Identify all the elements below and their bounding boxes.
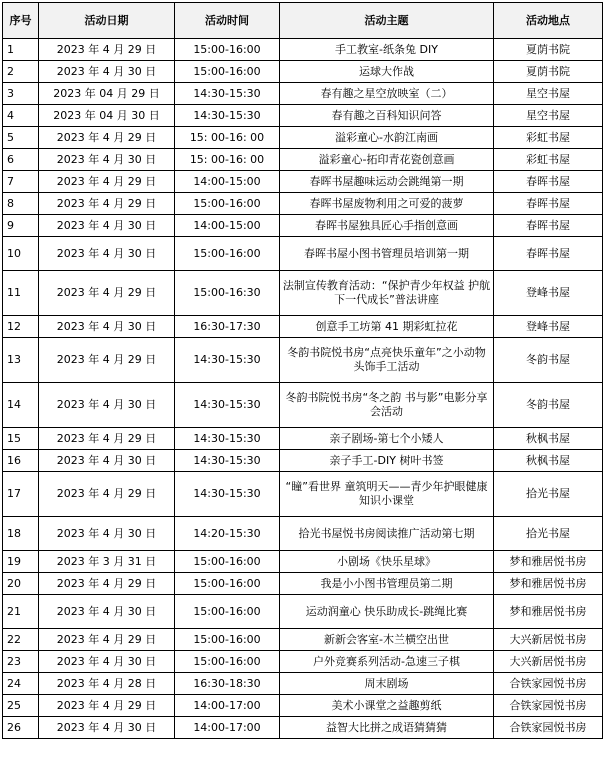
cell-location: 登峰书屋 [494,316,603,338]
cell-location: 合铁家园悦书房 [494,673,603,695]
cell-date: 2023 年 4 月 30 日 [39,651,175,673]
table-row [3,651,603,673]
cell-no: 24 [3,673,39,695]
cell-location: 秋枫书屋 [494,450,603,472]
cell-no: 2 [3,61,39,83]
cell-topic: 我是小小图书管理员第二期 [280,573,494,595]
cell-no: 15 [3,428,39,450]
cell-topic: 春有趣之百科知识问答 [280,105,494,127]
cell-location: 夏荫书院 [494,39,603,61]
table-header-row [3,3,603,39]
table-row [3,383,603,428]
cell-topic: 运球大作战 [280,61,494,83]
cell-location: 梦和雅居悦书房 [494,551,603,573]
cell-location: 拾光书屋 [494,517,603,551]
cell-topic: 益智大比拼之成语猜猜猜 [280,717,494,739]
cell-date: 2023 年 4 月 30 日 [39,595,175,629]
cell-date: 2023 年 4 月 29 日 [39,171,175,193]
table-row [3,629,603,651]
cell-date: 2023 年 4 月 30 日 [39,450,175,472]
table-row [3,695,603,717]
cell-topic: 冬韵书院悦书房“冬之韵 书与影”电影分享会活动 [280,383,494,428]
cell-topic: 运动润童心 快乐助成长-跳绳比赛 [280,595,494,629]
cell-topic: 春晖书屋独具匠心手指创意画 [280,215,494,237]
cell-topic: 美术小课堂之益趣剪纸 [280,695,494,717]
cell-location: 春晖书屋 [494,215,603,237]
cell-date: 2023 年 4 月 29 日 [39,472,175,517]
cell-topic: 法制宣传教育活动：“保护青少年权益 护航下一代成长”普法讲座 [280,271,494,316]
cell-time: 15:00-16:00 [175,193,280,215]
cell-time: 14:30-15:30 [175,105,280,127]
cell-topic: 手工教室-纸条兔 DIY [280,39,494,61]
cell-location: 合铁家园悦书房 [494,717,603,739]
cell-date: 2023 年 4 月 30 日 [39,383,175,428]
cell-location: 春晖书屋 [494,193,603,215]
cell-topic: 小剧场《快乐星球》 [280,551,494,573]
cell-no: 9 [3,215,39,237]
table-row [3,673,603,695]
cell-location: 彩虹书屋 [494,149,603,171]
table-row [3,149,603,171]
cell-date: 2023 年 4 月 30 日 [39,717,175,739]
cell-no: 22 [3,629,39,651]
cell-no: 3 [3,83,39,105]
cell-no: 16 [3,450,39,472]
cell-location: 夏荫书院 [494,61,603,83]
cell-topic: 春晖书屋废物利用之可爱的菠萝 [280,193,494,215]
cell-location: 大兴新居悦书房 [494,629,603,651]
cell-time: 15:00-16:00 [175,551,280,573]
cell-time: 15:00-16:00 [175,629,280,651]
cell-date: 2023 年 4 月 29 日 [39,695,175,717]
cell-topic: 创意手工坊第 41 期彩虹拉花 [280,316,494,338]
header-date: 活动日期 [39,3,175,39]
cell-topic: 周末剧场 [280,673,494,695]
cell-time: 14:20-15:30 [175,517,280,551]
cell-time: 15:00-16:00 [175,595,280,629]
cell-location: 梦和雅居悦书房 [494,595,603,629]
table-row [3,271,603,316]
cell-date: 2023 年 04 月 30 日 [39,105,175,127]
cell-no: 5 [3,127,39,149]
cell-time: 15:00-16:00 [175,39,280,61]
cell-no: 18 [3,517,39,551]
cell-time: 14:00-15:00 [175,215,280,237]
cell-no: 4 [3,105,39,127]
cell-date: 2023 年 4 月 30 日 [39,149,175,171]
cell-no: 6 [3,149,39,171]
cell-date: 2023 年 4 月 30 日 [39,316,175,338]
cell-date: 2023 年 4 月 29 日 [39,127,175,149]
cell-date: 2023 年 3 月 31 日 [39,551,175,573]
cell-location: 冬韵书屋 [494,383,603,428]
cell-topic: 冬韵书院悦书房“点亮快乐童年”之小动物头饰手工活动 [280,338,494,383]
cell-topic: 春有趣之星空放映室（二） [280,83,494,105]
cell-date: 2023 年 4 月 30 日 [39,215,175,237]
table-row [3,450,603,472]
cell-no: 25 [3,695,39,717]
cell-date: 2023 年 4 月 30 日 [39,517,175,551]
cell-date: 2023 年 4 月 30 日 [39,237,175,271]
cell-location: 春晖书屋 [494,171,603,193]
cell-topic: 拾光书屋悦书房阅读推广活动第七期 [280,517,494,551]
table-row [3,127,603,149]
cell-no: 13 [3,338,39,383]
cell-no: 17 [3,472,39,517]
table-row [3,237,603,271]
cell-time: 15: 00-16: 00 [175,149,280,171]
cell-time: 16:30-18:30 [175,673,280,695]
cell-time: 15:00-16:00 [175,651,280,673]
table-row [3,61,603,83]
cell-date: 2023 年 4 月 29 日 [39,629,175,651]
cell-no: 10 [3,237,39,271]
cell-topic: “瞳”看世界 童筑明天——青少年护眼健康知识小课堂 [280,472,494,517]
cell-time: 15:00-16:30 [175,271,280,316]
table-row [3,472,603,517]
cell-location: 登峰书屋 [494,271,603,316]
cell-no: 23 [3,651,39,673]
cell-time: 15:00-16:00 [175,61,280,83]
header-topic: 活动主题 [280,3,494,39]
cell-location: 星空书屋 [494,105,603,127]
table-row [3,551,603,573]
cell-topic: 春晖书屋小图书管理员培训第一期 [280,237,494,271]
cell-location: 星空书屋 [494,83,603,105]
table-row [3,39,603,61]
cell-no: 19 [3,551,39,573]
cell-no: 7 [3,171,39,193]
cell-no: 12 [3,316,39,338]
cell-no: 20 [3,573,39,595]
table-row [3,428,603,450]
cell-no: 21 [3,595,39,629]
cell-location: 合铁家园悦书房 [494,695,603,717]
table-row [3,595,603,629]
cell-no: 26 [3,717,39,739]
table-row [3,171,603,193]
table-row [3,338,603,383]
activity-schedule-table [2,2,603,739]
cell-time: 14:30-15:30 [175,472,280,517]
table-row [3,105,603,127]
cell-location: 彩虹书屋 [494,127,603,149]
cell-date: 2023 年 4 月 29 日 [39,39,175,61]
header-time: 活动时间 [175,3,280,39]
cell-no: 11 [3,271,39,316]
cell-topic: 溢彩童心-水韵江南画 [280,127,494,149]
cell-time: 14:00-15:00 [175,171,280,193]
cell-topic: 新新会客室-木兰横空出世 [280,629,494,651]
table-row [3,717,603,739]
cell-location: 秋枫书屋 [494,428,603,450]
cell-topic: 户外竞赛系列活动-急速三子棋 [280,651,494,673]
cell-time: 14:00-17:00 [175,695,280,717]
table-body [3,39,603,739]
table-row [3,215,603,237]
cell-topic: 溢彩童心-拓印青花瓷创意画 [280,149,494,171]
header-location: 活动地点 [494,3,603,39]
cell-time: 16:30-17:30 [175,316,280,338]
cell-time: 14:30-15:30 [175,83,280,105]
cell-no: 14 [3,383,39,428]
header-no: 序号 [3,3,39,39]
cell-date: 2023 年 4 月 28 日 [39,673,175,695]
table-row [3,316,603,338]
table-row [3,573,603,595]
table-row [3,517,603,551]
cell-time: 14:30-15:30 [175,383,280,428]
cell-location: 拾光书屋 [494,472,603,517]
cell-time: 15:00-16:00 [175,573,280,595]
cell-topic: 亲子手工-DIY 树叶书签 [280,450,494,472]
cell-no: 1 [3,39,39,61]
cell-location: 冬韵书屋 [494,338,603,383]
cell-location: 大兴新居悦书房 [494,651,603,673]
cell-no: 8 [3,193,39,215]
cell-time: 15:00-16:00 [175,237,280,271]
cell-date: 2023 年 4 月 29 日 [39,428,175,450]
cell-time: 14:30-15:30 [175,428,280,450]
table-row [3,193,603,215]
cell-date: 2023 年 4 月 29 日 [39,338,175,383]
cell-date: 2023 年 4 月 29 日 [39,271,175,316]
cell-date: 2023 年 04 月 29 日 [39,83,175,105]
cell-time: 14:00-17:00 [175,717,280,739]
cell-time: 14:30-15:30 [175,450,280,472]
cell-topic: 春晖书屋趣味运动会跳绳第一期 [280,171,494,193]
cell-topic: 亲子剧场-第七个小矮人 [280,428,494,450]
cell-time: 15: 00-16: 00 [175,127,280,149]
cell-location: 春晖书屋 [494,237,603,271]
table-row [3,83,603,105]
cell-time: 14:30-15:30 [175,338,280,383]
cell-date: 2023 年 4 月 29 日 [39,193,175,215]
cell-date: 2023 年 4 月 30 日 [39,61,175,83]
cell-location: 梦和雅居悦书房 [494,573,603,595]
cell-date: 2023 年 4 月 29 日 [39,573,175,595]
